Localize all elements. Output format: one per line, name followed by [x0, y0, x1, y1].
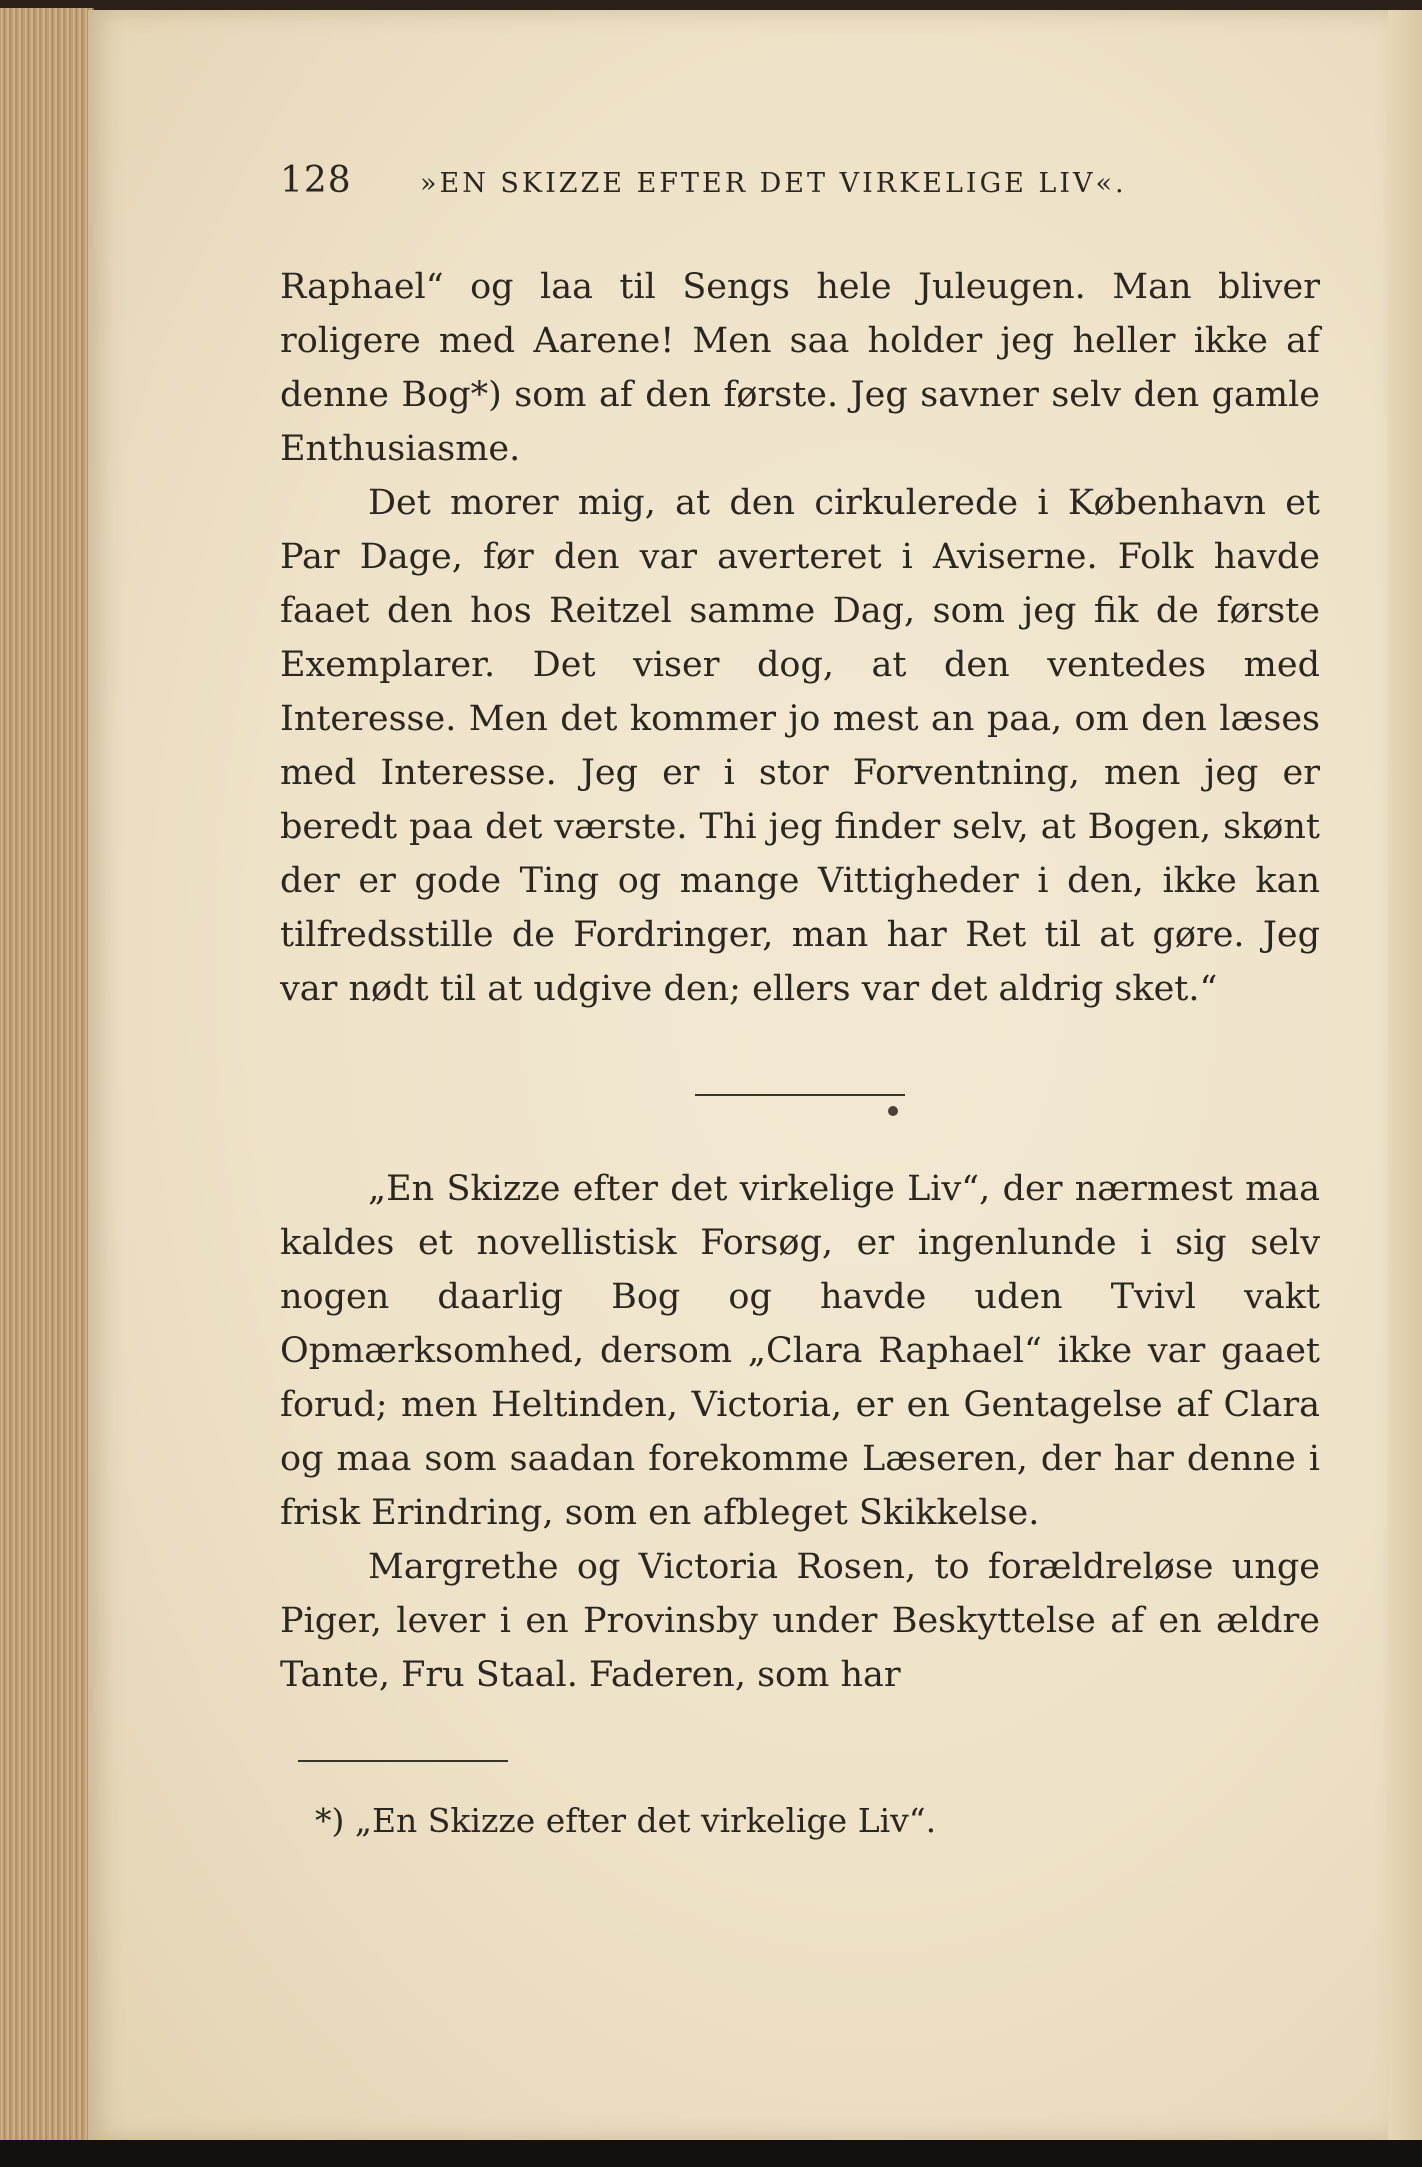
next-page-edge — [1388, 10, 1422, 2140]
page-number: 128 — [280, 160, 352, 201]
text-column — [280, 160, 1320, 1846]
scan-background — [0, 2140, 1422, 2167]
book-page-edges — [0, 8, 94, 2148]
running-head: »EN SKIZZE EFTER DET VIRKELIGE LIV«. — [420, 168, 1127, 199]
page-header — [280, 160, 1320, 220]
paragraph: „En Skizze efter det virkelige Liv“, der nærmest maa kaldes et novellistisk Forsøg, er ingenlunde i sig selv nogen daarlig Bog og havde uden Tvivl vakt Opmærksomhed, dersom „Clara Raphael“ ikke var gaaet forud; men Heltinden, Victoria, er en Gentagelse af Clara og maa som saadan forekomme Læseren, der har denne i frisk Erindring, som en afbleget Skikkelse. — [280, 1169, 1320, 1533]
footnote: *) „En Skizze efter det virkelige Liv“. — [315, 1801, 937, 1840]
section-divider — [695, 1094, 905, 1096]
footnote-rule — [298, 1760, 508, 1762]
ink-speck — [888, 1106, 898, 1116]
paragraph: Margrethe og Victoria Rosen, to forældreløse unge Piger, lever i en Provinsby under Beskyttelse af en ældre Tante, Fru Staal. Faderen, som har — [280, 1547, 1320, 1695]
paragraph: Det morer mig, at den cirkulerede i København et Par Dage, før den var averteret i Aviserne. Folk havde faaet den hos Reitzel samme Dag, som jeg fik de første Exemplarer. Det viser dog, at den ventedes med Interesse. Men det kommer jo mest an paa, om den læses med Interesse. Jeg er i stor Forventning, men jeg er beredt paa det værste. Thi jeg finder selv, at Bogen, skønt der er gode Ting og mange Vittigheder i den, ikke kan tilfredsstille de Fordringer, man har Ret til at gøre. Jeg var nødt til at udgive den; ellers var det aldrig sket.“ — [280, 483, 1320, 1009]
paragraph-continuation: Raphael“ og laa til Sengs hele Juleugen. Man bliver roligere med Aarene! Men saa holder jeg heller ikke af denne Bog*) som af den første. Jeg savner selv den gamle Enthusiasme. — [280, 267, 1320, 469]
